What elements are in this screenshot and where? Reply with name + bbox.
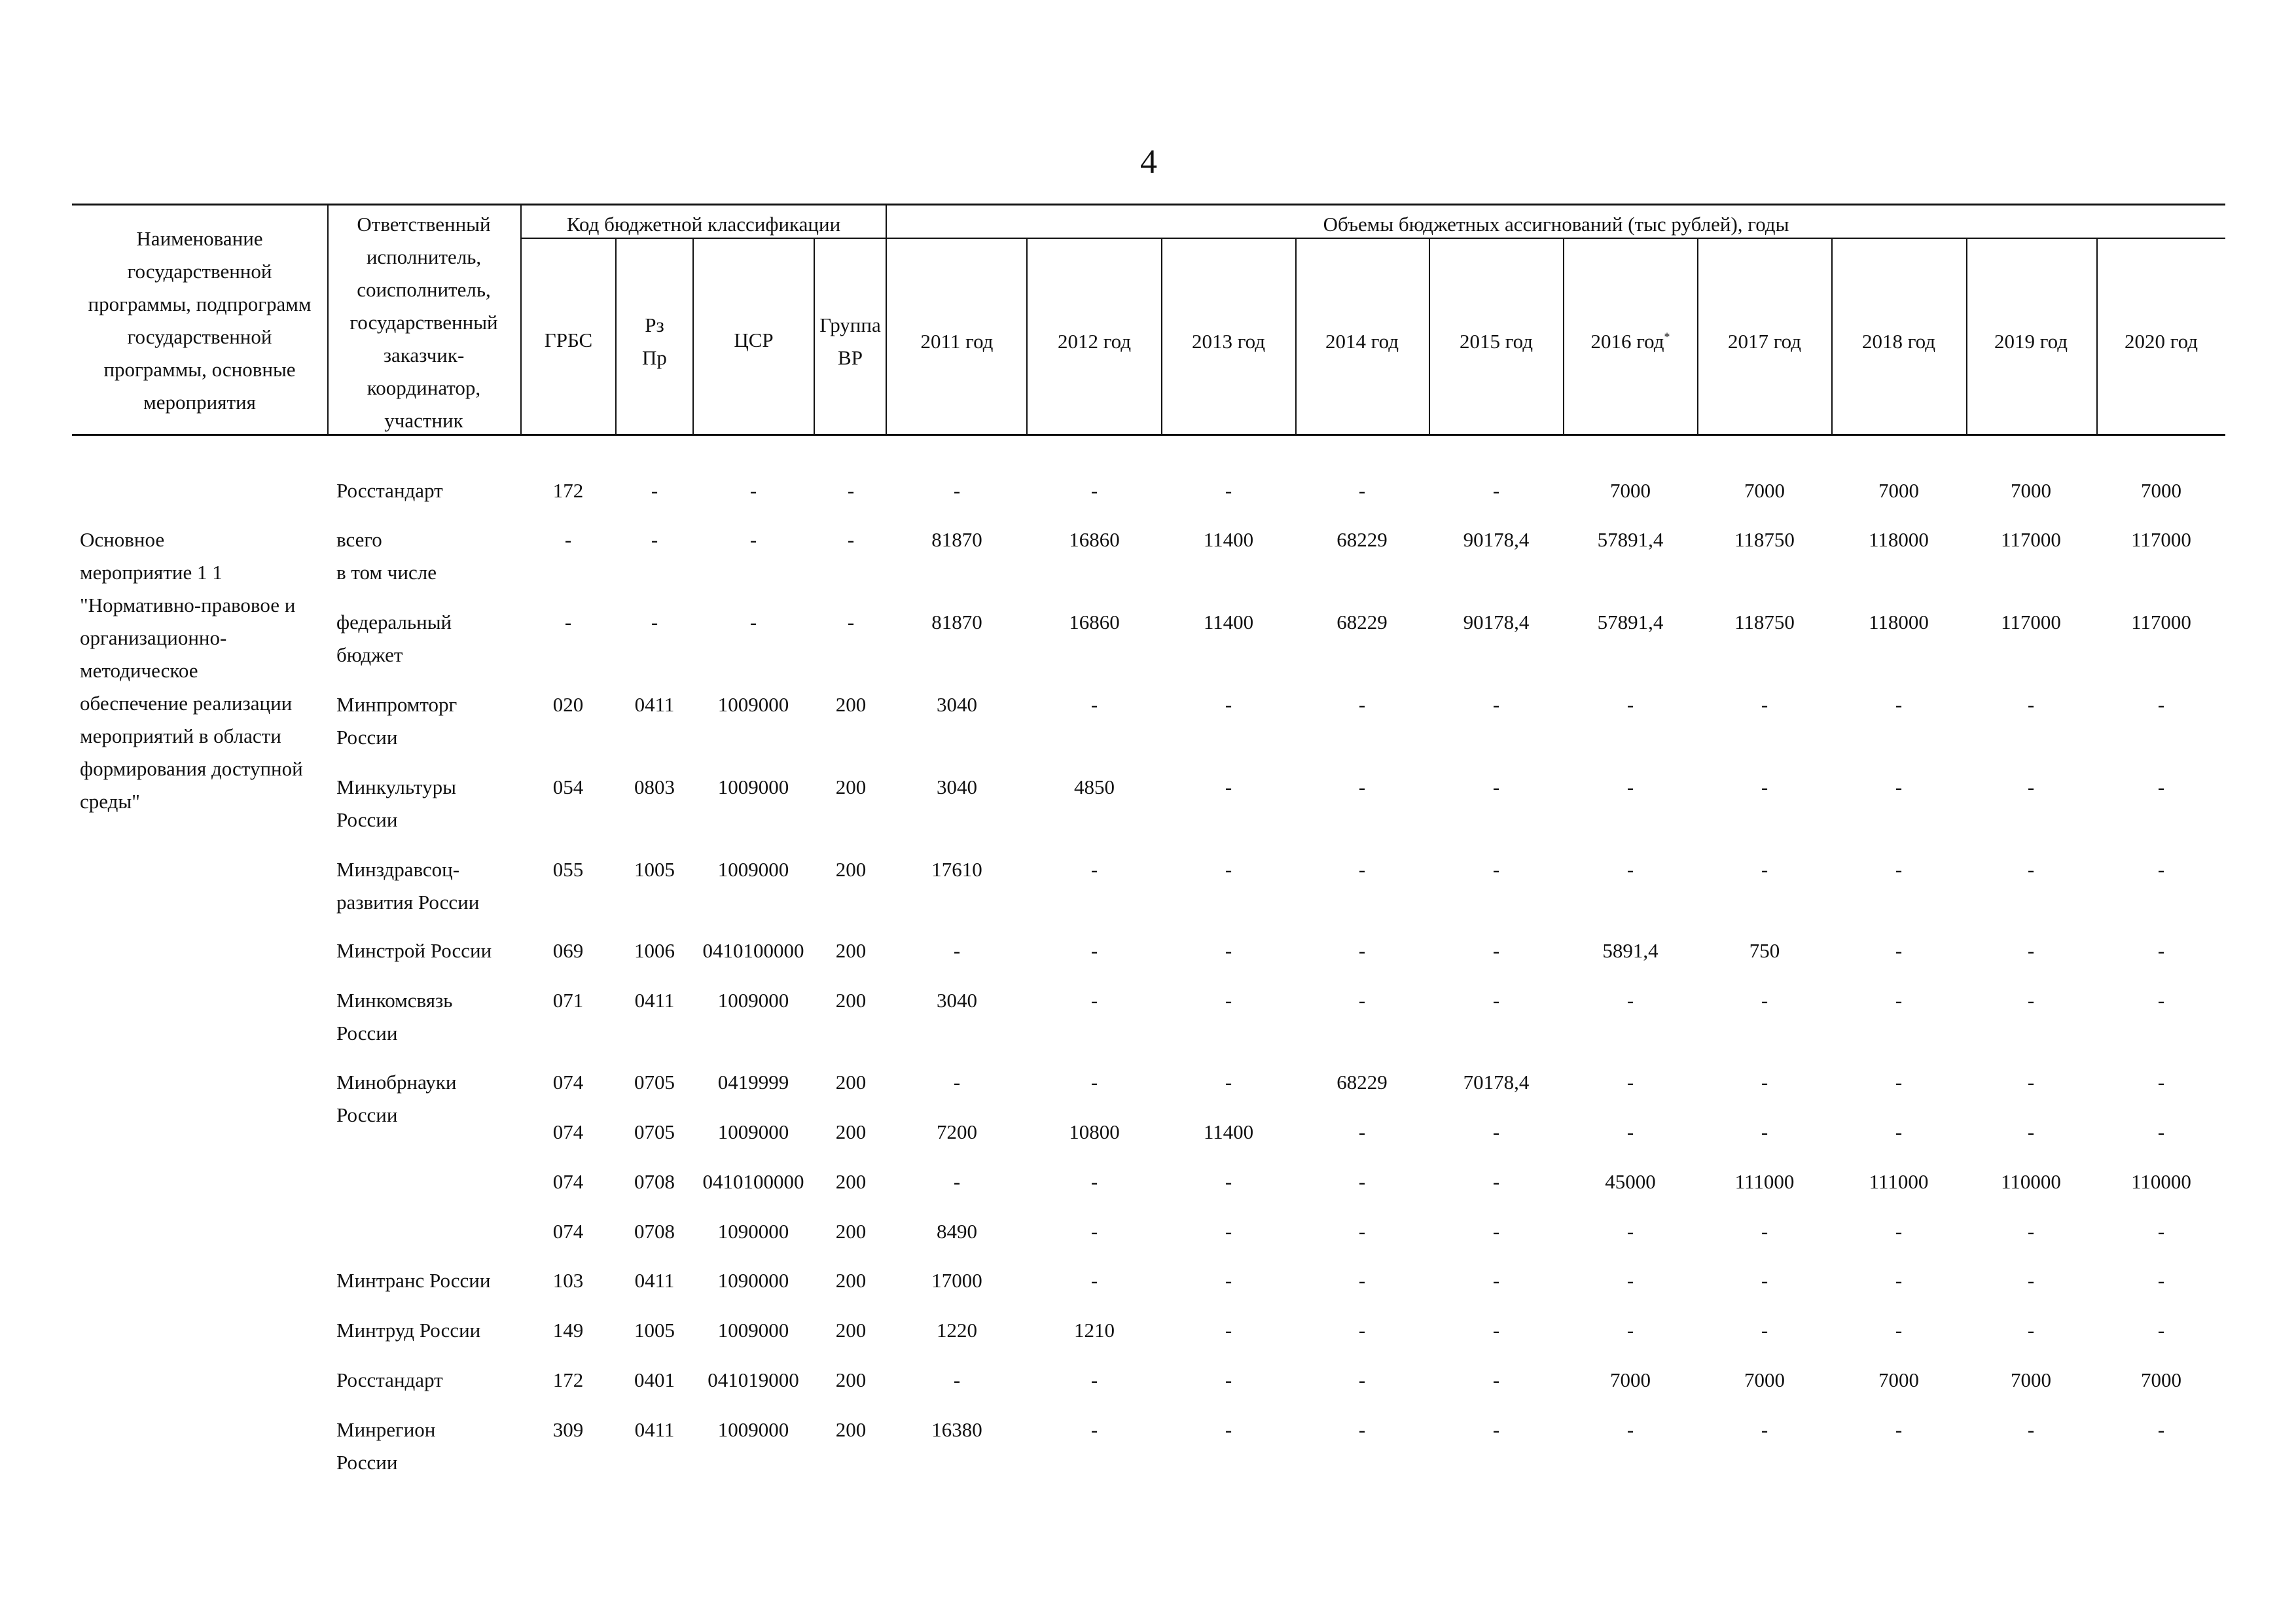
participant-name: бюджет	[336, 643, 403, 666]
cell-csr: 041019000	[708, 1368, 799, 1391]
cell-vr: 200	[835, 1170, 867, 1193]
cell-year-value: -	[1492, 989, 1500, 1012]
cell-rzpr: 0411	[634, 989, 675, 1012]
participant-name: федеральный	[336, 611, 452, 633]
cell-year-value: -	[2157, 1269, 2165, 1292]
cell-grbs: 074	[552, 1170, 584, 1193]
cell-csr: 1009000	[717, 1120, 789, 1143]
cell-vr: 200	[835, 1120, 867, 1143]
header-year: 2014 год	[1325, 330, 1399, 353]
program-name-line: Основное	[80, 528, 165, 551]
cell-year-value: -	[1358, 1368, 1366, 1391]
cell-year-value: -	[1492, 1120, 1500, 1143]
header-rz: Рз	[645, 313, 664, 336]
cell-year-value: -	[1895, 989, 1903, 1012]
cell-year-value: -	[1626, 1120, 1634, 1143]
cell-rzpr: 0708	[634, 1220, 675, 1243]
cell-year-value: -	[1090, 1170, 1098, 1193]
participant-name: всего	[336, 528, 382, 551]
cell-year-value: -	[953, 479, 961, 502]
cell-year-value: -	[1090, 1269, 1098, 1292]
cell-year-value: 4850	[1074, 776, 1115, 798]
header-year: 2011 год	[920, 330, 994, 353]
cell-year-value: -	[2027, 1418, 2035, 1441]
cell-year-value: -	[1358, 776, 1366, 798]
cell-year-value: -	[2157, 1120, 2165, 1143]
cell-year-value: -	[2157, 1319, 2165, 1342]
header-vr: ВР	[838, 346, 863, 369]
cell-year-value: -	[2027, 939, 2035, 962]
cell-year-value: 3040	[937, 693, 977, 716]
cell-year-value: -	[1761, 858, 1768, 881]
cell-year-value: 7000	[1744, 1368, 1785, 1391]
cell-year-value: 17610	[931, 858, 982, 881]
cell-year-value: -	[1225, 1170, 1232, 1193]
cell-year-value: -	[2157, 776, 2165, 798]
participant-name: Минрегион	[336, 1418, 436, 1441]
participant-name: Минпромторг	[336, 693, 457, 716]
cell-year-value: -	[953, 939, 961, 962]
participant-name: Росстандарт	[336, 479, 443, 502]
program-name-line: формирования доступной	[80, 757, 303, 780]
cell-year-value: 8490	[937, 1220, 977, 1243]
cell-grbs: 309	[552, 1418, 584, 1441]
cell-year-value: -	[953, 1368, 961, 1391]
cell-vr: -	[847, 528, 855, 551]
cell-year-value: 1220	[937, 1319, 977, 1342]
cell-year-value: 750	[1749, 939, 1780, 962]
cell-year-value: -	[1626, 1418, 1634, 1441]
cell-year-value: -	[2157, 1071, 2165, 1094]
cell-year-value: 90178,4	[1463, 611, 1530, 633]
cell-year-value: -	[1492, 939, 1500, 962]
cell-year-value: 111000	[1734, 1170, 1795, 1193]
cell-year-value: 11400	[1203, 611, 1254, 633]
cell-year-value: -	[1358, 1418, 1366, 1441]
cell-year-value: 10800	[1069, 1120, 1120, 1143]
cell-year-value: 11400	[1203, 528, 1254, 551]
cell-rzpr: 0705	[634, 1120, 675, 1143]
cell-year-value: -	[1895, 1220, 1903, 1243]
cell-year-value: 16860	[1069, 528, 1120, 551]
cell-year-value: 45000	[1605, 1170, 1656, 1193]
cell-year-value: -	[2157, 693, 2165, 716]
cell-grbs: 071	[552, 989, 584, 1012]
cell-year-value: -	[2027, 1269, 2035, 1292]
cell-year-value: 68229	[1336, 611, 1388, 633]
cell-rzpr: 1006	[634, 939, 675, 962]
cell-year-value: -	[1626, 989, 1634, 1012]
cell-year-value: -	[1358, 1170, 1366, 1193]
cell-rzpr: 0411	[634, 693, 675, 716]
cell-year-value: -	[1358, 693, 1366, 716]
cell-year-value: -	[1761, 1120, 1768, 1143]
cell-year-value: -	[1090, 1071, 1098, 1094]
header-budget-code-group: Код бюджетной классификации	[566, 213, 841, 236]
cell-year-value: 110000	[2131, 1170, 2191, 1193]
cell-year-value: 57891,4	[1597, 528, 1664, 551]
cell-year-value: -	[1090, 693, 1098, 716]
cell-year-value: 1210	[1074, 1319, 1115, 1342]
participant-name: России	[336, 808, 398, 831]
cell-grbs: 020	[552, 693, 584, 716]
cell-csr: 1009000	[717, 858, 789, 881]
cell-year-value: -	[1090, 939, 1098, 962]
program-name-line: "Нормативно-правовое и	[80, 594, 296, 616]
header-pr: Пр	[642, 346, 667, 369]
cell-vr: -	[847, 611, 855, 633]
cell-year-value: 81870	[931, 611, 982, 633]
cell-csr: 1009000	[717, 1418, 789, 1441]
cell-year-value: 90178,4	[1463, 528, 1530, 551]
cell-year-value: -	[1895, 1120, 1903, 1143]
cell-year-value: -	[1761, 693, 1768, 716]
cell-year-value: -	[1626, 858, 1634, 881]
cell-year-value: -	[1895, 1269, 1903, 1292]
footnote-mark: *	[1664, 330, 1670, 344]
header-group: Группа	[819, 313, 881, 336]
cell-csr: 1009000	[717, 776, 789, 798]
participant-name: Минздравсоц-	[336, 858, 460, 881]
participant-name: Минтруд России	[336, 1319, 481, 1342]
cell-year-value: -	[1225, 858, 1232, 881]
cell-vr: 200	[835, 776, 867, 798]
cell-year-value: -	[1626, 693, 1634, 716]
cell-rzpr: 0411	[634, 1269, 675, 1292]
cell-year-value: -	[1626, 1319, 1634, 1342]
participant-name: России	[336, 1103, 398, 1126]
cell-year-value: -	[2027, 858, 2035, 881]
cell-year-value: -	[1225, 989, 1232, 1012]
cell-year-value: -	[1090, 989, 1098, 1012]
cell-grbs: 074	[552, 1120, 584, 1143]
cell-year-value: 118750	[1734, 611, 1795, 633]
cell-grbs: -	[564, 611, 572, 633]
cell-rzpr: 0401	[634, 1368, 675, 1391]
cell-year-value: -	[1761, 1071, 1768, 1094]
cell-year-value: 117000	[2001, 611, 2061, 633]
cell-year-value: 3040	[937, 989, 977, 1012]
cell-year-value: -	[1225, 1368, 1232, 1391]
cell-year-value: 117000	[2131, 611, 2191, 633]
page-number: 4	[1140, 143, 1157, 181]
cell-year-value: -	[1492, 776, 1500, 798]
cell-csr: 1009000	[717, 989, 789, 1012]
cell-vr: 200	[835, 1220, 867, 1243]
cell-csr: 1009000	[717, 693, 789, 716]
cell-year-value: 3040	[937, 776, 977, 798]
cell-year-value: -	[1358, 1269, 1366, 1292]
cell-year-value: 118000	[1869, 611, 1929, 633]
cell-year-value: -	[953, 1170, 961, 1193]
header-year: 2016 год*	[1590, 330, 1670, 353]
cell-year-value: -	[1225, 1071, 1232, 1094]
cell-year-value: 7000	[2141, 479, 2181, 502]
program-name-line: организационно-	[80, 626, 227, 649]
cell-year-value: 111000	[1869, 1170, 1929, 1193]
cell-year-value: -	[2027, 693, 2035, 716]
cell-year-value: -	[2157, 1418, 2165, 1441]
col-divider	[1697, 238, 1698, 435]
cell-year-value: -	[1626, 1220, 1634, 1243]
cell-csr: 0419999	[717, 1071, 789, 1094]
program-name-line: обеспечение реализации	[80, 692, 293, 715]
participant-name: Минтранс России	[336, 1269, 491, 1292]
cell-rzpr: 0803	[634, 776, 675, 798]
cell-year-value: 5891,4	[1602, 939, 1659, 962]
program-name-line: методическое	[80, 659, 198, 682]
header-year: 2017 год	[1727, 330, 1802, 353]
cell-year-value: -	[1225, 1418, 1232, 1441]
cell-grbs: 103	[552, 1269, 584, 1292]
cell-year-value: 16860	[1069, 611, 1120, 633]
cell-year-value: -	[1626, 1071, 1634, 1094]
cell-grbs: 172	[552, 1368, 584, 1391]
cell-year-value: -	[2027, 776, 2035, 798]
cell-vr: -	[847, 479, 855, 502]
cell-rzpr: 0708	[634, 1170, 675, 1193]
cell-year-value: -	[2157, 989, 2165, 1012]
program-name-line: мероприятий в области	[80, 724, 281, 747]
header-year: 2020 год	[2124, 330, 2198, 353]
cell-year-value: -	[1225, 693, 1232, 716]
cell-year-value: 11400	[1203, 1120, 1254, 1143]
cell-vr: 200	[835, 693, 867, 716]
cell-year-value: 7000	[1744, 479, 1785, 502]
cell-vr: 200	[835, 1368, 867, 1391]
cell-year-value: 16380	[931, 1418, 982, 1441]
col-divider	[1831, 238, 1833, 435]
cell-year-value: -	[1895, 1319, 1903, 1342]
cell-csr: 0410100000	[702, 939, 804, 962]
cell-year-value: 117000	[2001, 528, 2061, 551]
header-responsible: Ответственный исполнитель, соисполнитель, государственный заказчик-координатор, участник	[350, 213, 498, 432]
cell-year-value: -	[1225, 939, 1232, 962]
cell-year-value: -	[1492, 1319, 1500, 1342]
cell-year-value: 68229	[1336, 528, 1388, 551]
cell-year-value: -	[2157, 939, 2165, 962]
cell-year-value: -	[1225, 1319, 1232, 1342]
cell-year-value: 81870	[931, 528, 982, 551]
cell-vr: 200	[835, 1269, 867, 1292]
cell-grbs: 055	[552, 858, 584, 881]
participant-name: России	[336, 726, 398, 749]
cell-grbs: -	[564, 528, 572, 551]
cell-grbs: 074	[552, 1071, 584, 1094]
cell-vr: 200	[835, 939, 867, 962]
cell-grbs: 054	[552, 776, 584, 798]
header-year: 2013 год	[1191, 330, 1266, 353]
participant-name: Минкультуры	[336, 776, 456, 798]
cell-rzpr: 1005	[634, 1319, 675, 1342]
cell-year-value: -	[1492, 1368, 1500, 1391]
header-volumes-group: Объемы бюджетных ассигнований (тыс рублей), годы	[1323, 213, 1789, 236]
cell-year-value: -	[1090, 858, 1098, 881]
cell-year-value: 117000	[2131, 528, 2191, 551]
participant-name: России	[336, 1022, 398, 1044]
header-grbs: ГРБС	[544, 329, 593, 351]
cell-year-value: 17000	[931, 1269, 982, 1292]
col-divider	[1429, 238, 1430, 435]
cell-year-value: -	[1225, 1269, 1232, 1292]
cell-year-value: -	[2027, 1071, 2035, 1094]
cell-csr: -	[749, 479, 757, 502]
cell-year-value: -	[1225, 479, 1232, 502]
cell-year-value: -	[1895, 939, 1903, 962]
cell-year-value: -	[1761, 1269, 1768, 1292]
cell-year-value: 7200	[937, 1120, 977, 1143]
cell-year-value: -	[1358, 939, 1366, 962]
cell-year-value: 118000	[1869, 528, 1929, 551]
col-divider	[1563, 238, 1564, 435]
cell-year-value: -	[1492, 1220, 1500, 1243]
cell-year-value: -	[1895, 693, 1903, 716]
header-csr: ЦСР	[734, 329, 774, 351]
participant-name: развития России	[336, 891, 480, 914]
cell-vr: 200	[835, 1418, 867, 1441]
cell-rzpr: -	[651, 528, 658, 551]
cell-year-value: 7000	[1878, 1368, 1919, 1391]
cell-year-value: -	[1358, 1120, 1366, 1143]
participant-name: Минобрнауки	[336, 1071, 457, 1094]
cell-year-value: -	[1358, 479, 1366, 502]
cell-year-value: 68229	[1336, 1071, 1388, 1094]
cell-year-value: -	[1225, 776, 1232, 798]
cell-csr: 1090000	[717, 1220, 789, 1243]
cell-rzpr: -	[651, 611, 658, 633]
cell-year-value: -	[953, 1071, 961, 1094]
cell-year-value: -	[2027, 1319, 2035, 1342]
cell-vr: 200	[835, 1319, 867, 1342]
cell-grbs: 074	[552, 1220, 584, 1243]
cell-csr: 0410100000	[702, 1170, 804, 1193]
cell-year-value: -	[2157, 1220, 2165, 1243]
cell-year-value: 118750	[1734, 528, 1795, 551]
cell-year-value: -	[1761, 1418, 1768, 1441]
cell-year-value: -	[2027, 1220, 2035, 1243]
cell-csr: 1090000	[717, 1269, 789, 1292]
cell-year-value: 7000	[2011, 1368, 2051, 1391]
cell-year-value: -	[1492, 479, 1500, 502]
cell-year-value: -	[1090, 479, 1098, 502]
cell-year-value: 7000	[1610, 1368, 1651, 1391]
cell-year-value: -	[1358, 858, 1366, 881]
cell-csr: -	[749, 611, 757, 633]
cell-rzpr: 1005	[634, 858, 675, 881]
cell-year-value: -	[1895, 1418, 1903, 1441]
cell-year-value: 57891,4	[1597, 611, 1664, 633]
cell-year-value: 70178,4	[1463, 1071, 1530, 1094]
cell-year-value: -	[1761, 989, 1768, 1012]
cell-year-value: -	[1895, 776, 1903, 798]
header-year: 2015 год	[1459, 330, 1534, 353]
cell-year-value: -	[1225, 1220, 1232, 1243]
cell-year-value: -	[1626, 1269, 1634, 1292]
cell-year-value: -	[1492, 1418, 1500, 1441]
cell-year-value: 7000	[2011, 479, 2051, 502]
col-divider	[1161, 238, 1162, 435]
cell-year-value: -	[1358, 989, 1366, 1012]
table-top-rule	[72, 204, 2225, 205]
cell-year-value: -	[1090, 1368, 1098, 1391]
cell-vr: 200	[835, 1071, 867, 1094]
header-year: 2019 год	[1994, 330, 2068, 353]
cell-year-value: 7000	[1878, 479, 1919, 502]
cell-rzpr: -	[651, 479, 658, 502]
participant-name: Минстрой России	[336, 939, 492, 962]
header-year: 2018 год	[1861, 330, 1936, 353]
cell-vr: 200	[835, 989, 867, 1012]
cell-year-value: -	[1492, 1170, 1500, 1193]
program-name-line: среды"	[80, 790, 140, 813]
cell-vr: 200	[835, 858, 867, 881]
cell-year-value: 110000	[2001, 1170, 2061, 1193]
cell-year-value: -	[1090, 1418, 1098, 1441]
cell-year-value: -	[2157, 858, 2165, 881]
cell-year-value: -	[2027, 1120, 2035, 1143]
participant-name: России	[336, 1451, 398, 1474]
cell-year-value: -	[1090, 1220, 1098, 1243]
cell-csr: -	[749, 528, 757, 551]
participant-name: Росстандарт	[336, 1368, 443, 1391]
cell-year-value: 7000	[1610, 479, 1651, 502]
participant-name: в том числе	[336, 561, 437, 584]
header-year: 2012 год	[1057, 330, 1132, 353]
cell-year-value: -	[1761, 1220, 1768, 1243]
program-name-line: мероприятие 1 1	[80, 561, 223, 584]
cell-grbs: 149	[552, 1319, 584, 1342]
cell-year-value: -	[1358, 1319, 1366, 1342]
participant-name: Минкомсвязь	[336, 989, 453, 1012]
cell-rzpr: 0705	[634, 1071, 675, 1094]
header-program-name: Наименование государственной программы, подпрограмм государственной программы, основные мероприятия	[88, 227, 312, 414]
cell-year-value: -	[1895, 1071, 1903, 1094]
cell-grbs: 069	[552, 939, 584, 962]
col-divider	[1026, 238, 1028, 435]
cell-rzpr: 0411	[634, 1418, 675, 1441]
cell-grbs: 172	[552, 479, 584, 502]
cell-year-value: -	[1761, 776, 1768, 798]
cell-year-value: -	[1492, 693, 1500, 716]
cell-year-value: -	[1492, 1269, 1500, 1292]
cell-year-value: -	[1358, 1220, 1366, 1243]
cell-year-value: -	[1895, 858, 1903, 881]
cell-year-value: -	[1492, 858, 1500, 881]
cell-year-value: -	[1761, 1319, 1768, 1342]
cell-year-value: 7000	[2141, 1368, 2181, 1391]
cell-year-value: -	[1626, 776, 1634, 798]
cell-csr: 1009000	[717, 1319, 789, 1342]
cell-year-value: -	[2027, 989, 2035, 1012]
